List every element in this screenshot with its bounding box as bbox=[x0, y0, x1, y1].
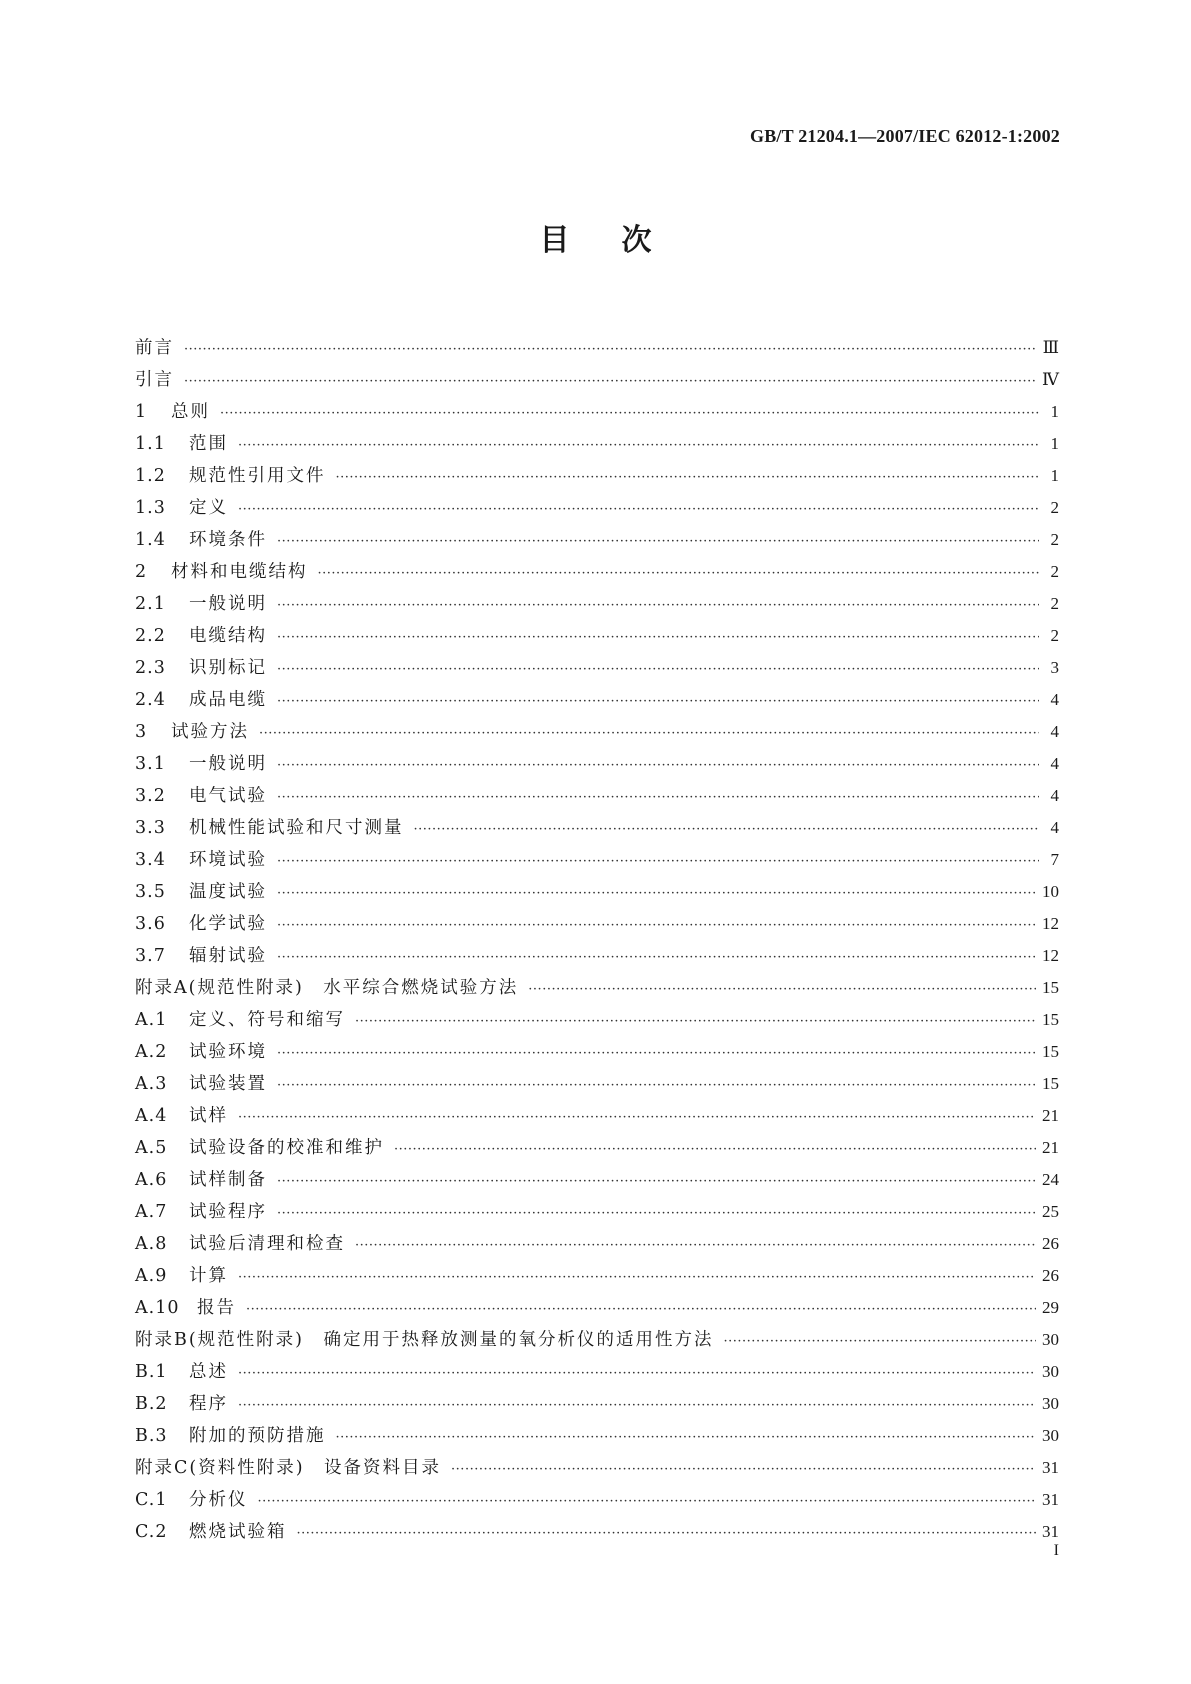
toc-entry-number: 1 bbox=[135, 402, 148, 422]
toc-entry-title: 范围 bbox=[189, 434, 228, 454]
toc-entry[interactable] bbox=[135, 1516, 1059, 1548]
toc-dot-leader bbox=[724, 1326, 1036, 1358]
toc-entry-number: 3.7 bbox=[135, 946, 166, 966]
toc-entry-title: 试样 bbox=[189, 1106, 228, 1126]
toc-entry-title: 一般说明 bbox=[189, 754, 267, 774]
toc-entry-number: B.2 bbox=[135, 1394, 168, 1414]
toc-entry-number: 1.2 bbox=[135, 466, 166, 486]
toc-entry-page: 3 bbox=[1050, 658, 1059, 677]
toc-entry[interactable] bbox=[135, 396, 1059, 428]
toc-entry-title: 试验后清理和检查 bbox=[189, 1234, 345, 1254]
toc-entry[interactable] bbox=[135, 908, 1059, 940]
toc-entry[interactable] bbox=[135, 844, 1059, 876]
toc-entry-page: 30 bbox=[1042, 1394, 1059, 1413]
toc-entry-page: 21 bbox=[1042, 1138, 1059, 1157]
toc-entry[interactable] bbox=[135, 460, 1059, 492]
toc-entry-title: 总则 bbox=[171, 402, 210, 422]
toc-entry-title: 附加的预防措施 bbox=[189, 1426, 326, 1446]
toc-dot-leader bbox=[277, 654, 1039, 686]
toc-dot-leader bbox=[355, 1006, 1036, 1038]
toc-entry[interactable] bbox=[135, 428, 1059, 460]
toc-entry-title: 定义、符号和缩写 bbox=[189, 1010, 345, 1030]
toc-dot-leader bbox=[184, 366, 1036, 398]
toc-dot-leader bbox=[238, 1390, 1036, 1422]
toc-dot-leader bbox=[528, 974, 1036, 1006]
toc-dot-leader bbox=[451, 1454, 1036, 1486]
toc-dot-leader bbox=[318, 558, 1040, 590]
toc-dot-leader bbox=[238, 1262, 1036, 1294]
toc-entry[interactable] bbox=[135, 1228, 1059, 1260]
toc-entry-page: 4 bbox=[1050, 690, 1059, 709]
toc-entry-page: 1 bbox=[1050, 434, 1059, 453]
toc-entry-page: 1 bbox=[1050, 402, 1059, 421]
toc-entry-page: 31 bbox=[1042, 1490, 1059, 1509]
toc-entry-title: 总述 bbox=[189, 1362, 228, 1382]
toc-dot-leader bbox=[184, 334, 1037, 366]
toc-entry-title: 识别标记 bbox=[189, 658, 267, 678]
toc-entry[interactable] bbox=[135, 556, 1059, 588]
toc-entry-number: A.8 bbox=[135, 1234, 168, 1254]
toc-entry-title: 附录C(资料性附录) 设备资料目录 bbox=[135, 1458, 442, 1478]
toc-entry-title: 试验方法 bbox=[171, 722, 249, 742]
toc-dot-leader bbox=[238, 494, 1039, 526]
toc-dot-leader bbox=[277, 942, 1036, 974]
toc-entry-page: 1 bbox=[1050, 466, 1059, 485]
toc-entry-page: 30 bbox=[1042, 1330, 1059, 1349]
toc-entry-page: 15 bbox=[1042, 1010, 1059, 1029]
toc-entry-title: 辐射试验 bbox=[189, 946, 267, 966]
toc-entry-title: 试验设备的校准和维护 bbox=[189, 1138, 384, 1158]
toc-entry-number: 3.5 bbox=[135, 882, 166, 902]
toc-entry-page: 4 bbox=[1050, 818, 1059, 837]
toc-entry-number: 1.4 bbox=[135, 530, 166, 550]
toc-entry-number: A.9 bbox=[135, 1266, 168, 1286]
toc-entry-title: 规范性引用文件 bbox=[189, 466, 326, 486]
toc-dot-leader bbox=[277, 526, 1039, 558]
toc-entry[interactable] bbox=[135, 1036, 1059, 1068]
toc-entry[interactable] bbox=[135, 1452, 1059, 1484]
toc-entry[interactable] bbox=[135, 1484, 1059, 1516]
toc-entry-title: 报告 bbox=[197, 1298, 236, 1318]
toc-entry[interactable] bbox=[135, 332, 1059, 364]
toc-entry[interactable] bbox=[135, 1260, 1059, 1292]
toc-entry-number: 2 bbox=[135, 562, 148, 582]
toc-entry-title: 试验环境 bbox=[189, 1042, 267, 1062]
toc-entry[interactable] bbox=[135, 1196, 1059, 1228]
toc-entry-title: 附录B(规范性附录) 确定用于热释放测量的氧分析仪的适用性方法 bbox=[135, 1330, 714, 1350]
toc-dot-leader bbox=[277, 782, 1039, 814]
toc-entry-page: 10 bbox=[1042, 882, 1059, 901]
toc-entry-number: 3.1 bbox=[135, 754, 166, 774]
toc-entry-page: 4 bbox=[1050, 786, 1059, 805]
toc-entry-page: 2 bbox=[1050, 594, 1059, 613]
toc-entry-title: 一般说明 bbox=[189, 594, 267, 614]
toc-dot-leader bbox=[246, 1294, 1036, 1326]
toc-entry-page: 15 bbox=[1042, 1074, 1059, 1093]
toc-dot-leader bbox=[394, 1134, 1036, 1166]
toc-entry-title: 引言 bbox=[135, 370, 174, 390]
toc-dot-leader bbox=[277, 686, 1039, 718]
toc-dot-leader bbox=[277, 622, 1039, 654]
toc-entry[interactable] bbox=[135, 716, 1059, 748]
toc-entry[interactable] bbox=[135, 588, 1059, 620]
toc-dot-leader bbox=[297, 1518, 1037, 1550]
toc-entry-title: 环境试验 bbox=[189, 850, 267, 870]
toc-dot-leader bbox=[238, 430, 1039, 462]
toc-dot-leader bbox=[277, 750, 1039, 782]
toc-entry-title: 机械性能试验和尺寸测量 bbox=[189, 818, 404, 838]
toc-entry[interactable] bbox=[135, 972, 1059, 1004]
toc-dot-leader bbox=[258, 1486, 1037, 1518]
toc-entry-page: 26 bbox=[1042, 1266, 1059, 1285]
toc-dot-leader bbox=[355, 1230, 1036, 1262]
toc-entry-page: 30 bbox=[1042, 1426, 1059, 1445]
toc-entry-number: 2.2 bbox=[135, 626, 166, 646]
toc-entry-number: A.6 bbox=[135, 1170, 168, 1190]
toc-entry-title: 分析仪 bbox=[189, 1490, 248, 1510]
toc-dot-leader bbox=[277, 1198, 1036, 1230]
toc-entry-page: 30 bbox=[1042, 1362, 1059, 1381]
toc-entry-page: 21 bbox=[1042, 1106, 1059, 1125]
toc-entry-number: C.1 bbox=[135, 1490, 168, 1510]
toc-entry-title: 材料和电缆结构 bbox=[171, 562, 308, 582]
toc-entry[interactable] bbox=[135, 492, 1059, 524]
toc-entry[interactable] bbox=[135, 1068, 1059, 1100]
page-title: 目次 bbox=[539, 223, 704, 258]
toc-entry-title: 电缆结构 bbox=[189, 626, 267, 646]
toc-entry[interactable] bbox=[135, 812, 1059, 844]
toc-entry-number: 2.4 bbox=[135, 690, 166, 710]
toc-entry[interactable] bbox=[135, 364, 1059, 396]
toc-entry-title: 成品电缆 bbox=[189, 690, 267, 710]
toc-entry-number: A.10 bbox=[135, 1298, 180, 1318]
toc-dot-leader bbox=[238, 1102, 1036, 1134]
toc-entry-number: 3.4 bbox=[135, 850, 166, 870]
table-of-contents bbox=[135, 332, 1059, 1548]
toc-dot-leader bbox=[414, 814, 1040, 846]
toc-entry-title: 温度试验 bbox=[189, 882, 267, 902]
toc-dot-leader bbox=[238, 1358, 1036, 1390]
toc-entry-page: Ⅳ bbox=[1042, 370, 1059, 389]
toc-entry-page: 26 bbox=[1042, 1234, 1059, 1253]
toc-entry[interactable] bbox=[135, 1356, 1059, 1388]
toc-entry-title: 化学试验 bbox=[189, 914, 267, 934]
toc-entry-number: A.2 bbox=[135, 1042, 168, 1062]
toc-entry-number: B.1 bbox=[135, 1362, 168, 1382]
toc-entry-page: 29 bbox=[1042, 1298, 1059, 1317]
toc-entry-title: 电气试验 bbox=[189, 786, 267, 806]
toc-entry-page: 7 bbox=[1050, 850, 1059, 869]
toc-entry-number: 1.1 bbox=[135, 434, 166, 454]
toc-dot-leader bbox=[220, 398, 1039, 430]
toc-entry-page: 25 bbox=[1042, 1202, 1059, 1221]
toc-entry-page: 31 bbox=[1042, 1522, 1059, 1541]
toc-entry-page: 4 bbox=[1050, 754, 1059, 773]
toc-entry-title: 前言 bbox=[135, 338, 174, 358]
toc-dot-leader bbox=[277, 590, 1039, 622]
toc-dot-leader bbox=[277, 878, 1036, 910]
toc-dot-leader bbox=[277, 1166, 1036, 1198]
toc-entry-page: 12 bbox=[1042, 914, 1059, 933]
toc-entry-number: A.1 bbox=[135, 1010, 168, 1030]
toc-entry-number: C.2 bbox=[135, 1522, 168, 1542]
toc-entry-number: 2.3 bbox=[135, 658, 166, 678]
toc-entry[interactable] bbox=[135, 1004, 1059, 1036]
toc-entry-page: 2 bbox=[1050, 530, 1059, 549]
toc-entry[interactable] bbox=[135, 1388, 1059, 1420]
toc-dot-leader bbox=[277, 846, 1039, 878]
toc-entry-page: 2 bbox=[1050, 562, 1059, 581]
toc-entry-title: 试样制备 bbox=[189, 1170, 267, 1190]
toc-entry-title: 环境条件 bbox=[189, 530, 267, 550]
toc-entry[interactable] bbox=[135, 876, 1059, 908]
toc-entry[interactable] bbox=[135, 1420, 1059, 1452]
toc-entry-number: A.7 bbox=[135, 1202, 168, 1222]
page-number: I bbox=[1053, 1542, 1059, 1559]
toc-entry[interactable] bbox=[135, 940, 1059, 972]
toc-entry[interactable] bbox=[135, 620, 1059, 652]
toc-entry-number: 3 bbox=[135, 722, 148, 742]
toc-entry[interactable] bbox=[135, 684, 1059, 716]
toc-dot-leader bbox=[336, 1422, 1037, 1454]
toc-entry-page: 24 bbox=[1042, 1170, 1059, 1189]
toc-dot-leader bbox=[277, 1038, 1036, 1070]
toc-entry[interactable] bbox=[135, 1132, 1059, 1164]
standard-code: GB/T 21204.1—2007/IEC 62012-1:2002 bbox=[750, 126, 1060, 146]
toc-dot-leader bbox=[277, 1070, 1036, 1102]
toc-entry-number: A.4 bbox=[135, 1106, 168, 1126]
toc-entry-number: A.3 bbox=[135, 1074, 168, 1094]
toc-entry[interactable] bbox=[135, 1164, 1059, 1196]
toc-entry-number: 1.3 bbox=[135, 498, 166, 518]
toc-entry-page: 2 bbox=[1050, 498, 1059, 517]
toc-dot-leader bbox=[336, 462, 1040, 494]
toc-entry-number: 3.3 bbox=[135, 818, 166, 838]
toc-entry-number: 3.6 bbox=[135, 914, 166, 934]
toc-entry-page: 12 bbox=[1042, 946, 1059, 965]
toc-entry[interactable] bbox=[135, 652, 1059, 684]
toc-entry-title: 燃烧试验箱 bbox=[189, 1522, 287, 1542]
toc-entry-number: 3.2 bbox=[135, 786, 166, 806]
toc-entry-title: 试验装置 bbox=[189, 1074, 267, 1094]
toc-entry[interactable] bbox=[135, 780, 1059, 812]
toc-entry[interactable] bbox=[135, 748, 1059, 780]
toc-entry-title: 程序 bbox=[189, 1394, 228, 1414]
toc-entry-title: 附录A(规范性附录) 水平综合燃烧试验方法 bbox=[135, 978, 519, 998]
toc-entry[interactable] bbox=[135, 524, 1059, 556]
toc-entry-page: Ⅲ bbox=[1042, 338, 1059, 357]
toc-entry[interactable] bbox=[135, 1100, 1059, 1132]
toc-entry[interactable] bbox=[135, 1292, 1059, 1324]
toc-entry-page: 15 bbox=[1042, 1042, 1059, 1061]
toc-entry-page: 15 bbox=[1042, 978, 1059, 997]
toc-entry-number: B.3 bbox=[135, 1426, 168, 1446]
toc-entry-title: 定义 bbox=[189, 498, 228, 518]
toc-entry-page: 31 bbox=[1042, 1458, 1059, 1477]
toc-entry-page: 2 bbox=[1050, 626, 1059, 645]
toc-dot-leader bbox=[259, 718, 1039, 750]
toc-entry-number: 2.1 bbox=[135, 594, 166, 614]
toc-entry[interactable] bbox=[135, 1324, 1059, 1356]
toc-entry-title: 试验程序 bbox=[189, 1202, 267, 1222]
toc-dot-leader bbox=[277, 910, 1036, 942]
toc-entry-number: A.5 bbox=[135, 1138, 168, 1158]
toc-entry-title: 计算 bbox=[189, 1266, 228, 1286]
toc-entry-page: 4 bbox=[1050, 722, 1059, 741]
